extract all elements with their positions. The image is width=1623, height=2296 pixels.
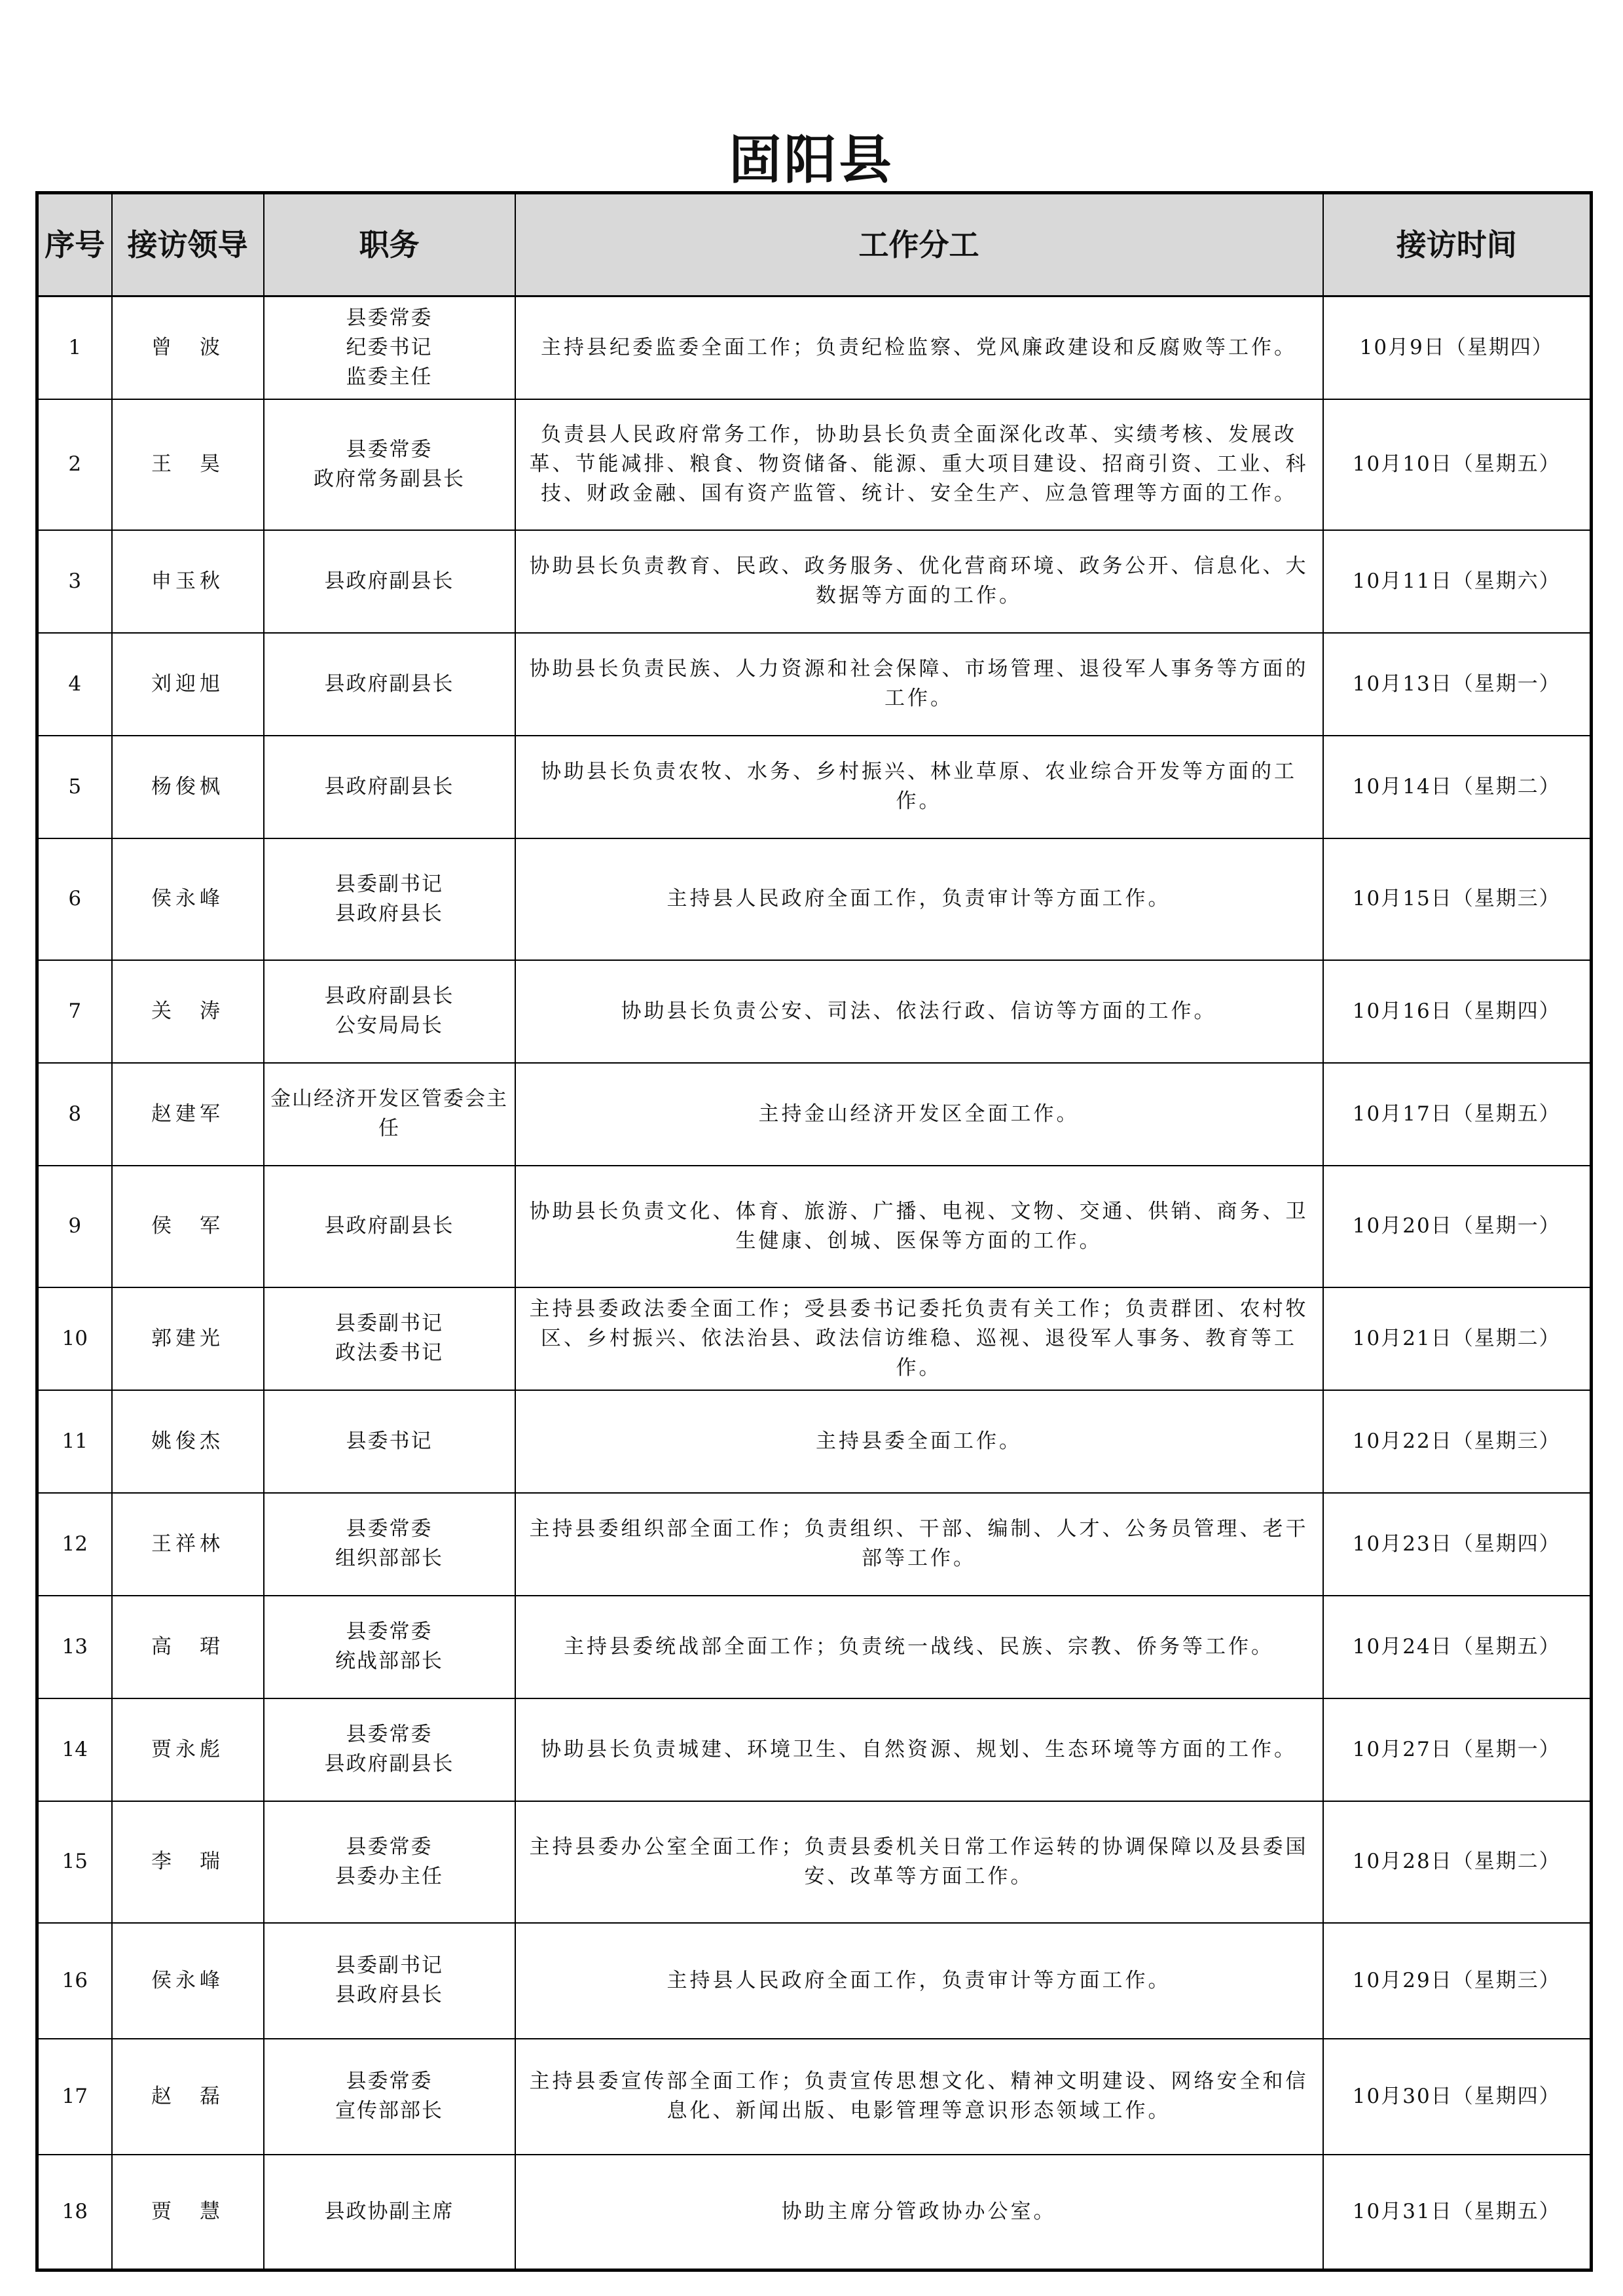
header-leader: 接访领导 <box>112 193 264 296</box>
cell-time: 10月17日（星期五） <box>1323 1063 1592 1166</box>
cell-duty: 主持县人民政府全面工作，负责审计等方面工作。 <box>515 1923 1323 2039</box>
cell-time: 10月28日（星期二） <box>1323 1801 1592 1923</box>
cell-duty: 主持县委统战部全面工作；负责统一战线、民族、宗教、侨务等工作。 <box>515 1596 1323 1698</box>
cell-time: 10月27日（星期一） <box>1323 1698 1592 1801</box>
cell-duty: 主持县委全面工作。 <box>515 1390 1323 1493</box>
cell-seq: 17 <box>37 2039 112 2155</box>
cell-seq: 13 <box>37 1596 112 1698</box>
cell-seq: 15 <box>37 1801 112 1923</box>
cell-duty: 主持县委组织部全面工作；负责组织、干部、编制、人才、公务员管理、老干部等工作。 <box>515 1493 1323 1596</box>
cell-position: 县委常委 政府常务副县长 <box>264 399 515 530</box>
header-time: 接访时间 <box>1323 193 1592 296</box>
cell-time: 10月13日（星期一） <box>1323 633 1592 736</box>
table-row <box>37 838 1592 960</box>
cell-leader: 侯 军 <box>112 1166 264 1287</box>
cell-leader: 关 涛 <box>112 960 264 1063</box>
cell-leader: 李 瑞 <box>112 1801 264 1923</box>
page-title: 固阳县 <box>729 129 894 190</box>
cell-time: 10月24日（星期五） <box>1323 1596 1592 1698</box>
cell-time: 10月22日（星期三） <box>1323 1390 1592 1493</box>
cell-seq: 2 <box>37 399 112 530</box>
cell-time: 10月23日（星期四） <box>1323 1493 1592 1596</box>
cell-time: 10月16日（星期四） <box>1323 960 1592 1063</box>
table-row <box>37 530 1592 633</box>
cell-time: 10月21日（星期二） <box>1323 1287 1592 1390</box>
cell-duty: 主持县委宣传部全面工作；负责宣传思想文化、精神文明建设、网络安全和信息化、新闻出版、电影管理等意识形态领域工作。 <box>515 2039 1323 2155</box>
header-seq: 序号 <box>37 193 112 296</box>
cell-seq: 1 <box>37 296 112 399</box>
cell-position: 县政府副县长 公安局局长 <box>264 960 515 1063</box>
cell-seq: 16 <box>37 1923 112 2039</box>
cell-seq: 18 <box>37 2155 112 2270</box>
table-row <box>37 2039 1592 2155</box>
cell-duty: 协助县长负责文化、体育、旅游、广播、电视、文物、交通、供销、商务、卫生健康、创城、医保等方面的工作。 <box>515 1166 1323 1287</box>
cell-position: 县委常委 组织部部长 <box>264 1493 515 1596</box>
table-row <box>37 1698 1592 1801</box>
table-row <box>37 960 1592 1063</box>
cell-time: 10月11日（星期六） <box>1323 530 1592 633</box>
cell-time: 10月15日（星期三） <box>1323 838 1592 960</box>
cell-seq: 10 <box>37 1287 112 1390</box>
cell-time: 10月20日（星期一） <box>1323 1166 1592 1287</box>
cell-position: 县政协副主席 <box>264 2155 515 2270</box>
cell-time: 10月29日（星期三） <box>1323 1923 1592 2039</box>
cell-duty: 协助县长负责教育、民政、政务服务、优化营商环境、政务公开、信息化、大数据等方面的工作。 <box>515 530 1323 633</box>
cell-leader: 侯永峰 <box>112 1923 264 2039</box>
cell-seq: 5 <box>37 736 112 838</box>
cell-position: 县政府副县长 <box>264 530 515 633</box>
cell-seq: 12 <box>37 1493 112 1596</box>
cell-leader: 曾 波 <box>112 296 264 399</box>
cell-leader: 贾 慧 <box>112 2155 264 2270</box>
table-row <box>37 296 1592 399</box>
table-row <box>37 1287 1592 1390</box>
header-position: 职务 <box>264 193 515 296</box>
cell-time: 10月14日（星期二） <box>1323 736 1592 838</box>
cell-seq: 3 <box>37 530 112 633</box>
cell-leader: 郭建光 <box>112 1287 264 1390</box>
cell-seq: 9 <box>37 1166 112 1287</box>
cell-position: 县委书记 <box>264 1390 515 1493</box>
table-row <box>37 1063 1592 1166</box>
cell-position: 县委副书记 政法委书记 <box>264 1287 515 1390</box>
cell-duty: 负责县人民政府常务工作，协助县长负责全面深化改革、实绩考核、发展改革、节能减排、粮食、物资储备、能源、重大项目建设、招商引资、工业、科技、财政金融、国有资产监管、统计、安全生产、应急管理等方面的工作。 <box>515 399 1323 530</box>
cell-seq: 14 <box>37 1698 112 1801</box>
cell-position: 县委常委 纪委书记 监委主任 <box>264 296 515 399</box>
cell-duty: 协助县长负责民族、人力资源和社会保障、市场管理、退役军人事务等方面的工作。 <box>515 633 1323 736</box>
cell-seq: 11 <box>37 1390 112 1493</box>
cell-duty: 主持县委政法委全面工作；受县委书记委托负责有关工作；负责群团、农村牧区、乡村振兴、依法治县、政法信访维稳、巡视、退役军人事务、教育等工作。 <box>515 1287 1323 1390</box>
table-row <box>37 1390 1592 1493</box>
cell-leader: 王 昊 <box>112 399 264 530</box>
cell-leader: 侯永峰 <box>112 838 264 960</box>
cell-time: 10月31日（星期五） <box>1323 2155 1592 2270</box>
table-row <box>37 1801 1592 1923</box>
cell-position: 县政府副县长 <box>264 736 515 838</box>
table-row <box>37 1923 1592 2039</box>
cell-position: 县委副书记 县政府县长 <box>264 1923 515 2039</box>
cell-position: 县政府副县长 <box>264 1166 515 1287</box>
cell-leader: 王祥林 <box>112 1493 264 1596</box>
table-row <box>37 1493 1592 1596</box>
cell-duty: 协助县长负责农牧、水务、乡村振兴、林业草原、农业综合开发等方面的工作。 <box>515 736 1323 838</box>
cell-leader: 杨俊枫 <box>112 736 264 838</box>
cell-duty: 主持县委办公室全面工作；负责县委机关日常工作运转的协调保障以及县委国安、改革等方面工作。 <box>515 1801 1323 1923</box>
cell-leader: 贾永彪 <box>112 1698 264 1801</box>
cell-duty: 主持县人民政府全面工作，负责审计等方面工作。 <box>515 838 1323 960</box>
cell-duty: 协助主席分管政协办公室。 <box>515 2155 1323 2270</box>
cell-position: 县委常委 统战部部长 <box>264 1596 515 1698</box>
cell-position: 县委常委 宣传部部长 <box>264 2039 515 2155</box>
cell-position: 金山经济开发区管委会主任 <box>264 1063 515 1166</box>
cell-time: 10月9日（星期四） <box>1323 296 1592 399</box>
cell-seq: 7 <box>37 960 112 1063</box>
cell-seq: 4 <box>37 633 112 736</box>
cell-duty: 主持金山经济开发区全面工作。 <box>515 1063 1323 1166</box>
table-row <box>37 1596 1592 1698</box>
table-row <box>37 736 1592 838</box>
header-duty: 工作分工 <box>515 193 1323 296</box>
cell-seq: 8 <box>37 1063 112 1166</box>
cell-duty: 协助县长负责城建、环境卫生、自然资源、规划、生态环境等方面的工作。 <box>515 1698 1323 1801</box>
table-row <box>37 2155 1592 2270</box>
cell-position: 县委副书记 县政府县长 <box>264 838 515 960</box>
cell-duty: 主持县纪委监委全面工作；负责纪检监察、党风廉政建设和反腐败等工作。 <box>515 296 1323 399</box>
cell-time: 10月10日（星期五） <box>1323 399 1592 530</box>
cell-position: 县政府副县长 <box>264 633 515 736</box>
cell-leader: 赵建军 <box>112 1063 264 1166</box>
cell-leader: 申玉秋 <box>112 530 264 633</box>
cell-seq: 6 <box>37 838 112 960</box>
table-row <box>37 633 1592 736</box>
header-row <box>37 193 1592 296</box>
cell-position: 县委常委 县政府副县长 <box>264 1698 515 1801</box>
cell-position: 县委常委 县委办主任 <box>264 1801 515 1923</box>
cell-duty: 协助县长负责公安、司法、依法行政、信访等方面的工作。 <box>515 960 1323 1063</box>
table-row <box>37 399 1592 530</box>
cell-leader: 刘迎旭 <box>112 633 264 736</box>
table-row <box>37 1166 1592 1287</box>
reception-schedule-table <box>35 191 1593 2272</box>
cell-leader: 赵 磊 <box>112 2039 264 2155</box>
cell-leader: 高 珺 <box>112 1596 264 1698</box>
cell-leader: 姚俊杰 <box>112 1390 264 1493</box>
cell-time: 10月30日（星期四） <box>1323 2039 1592 2155</box>
